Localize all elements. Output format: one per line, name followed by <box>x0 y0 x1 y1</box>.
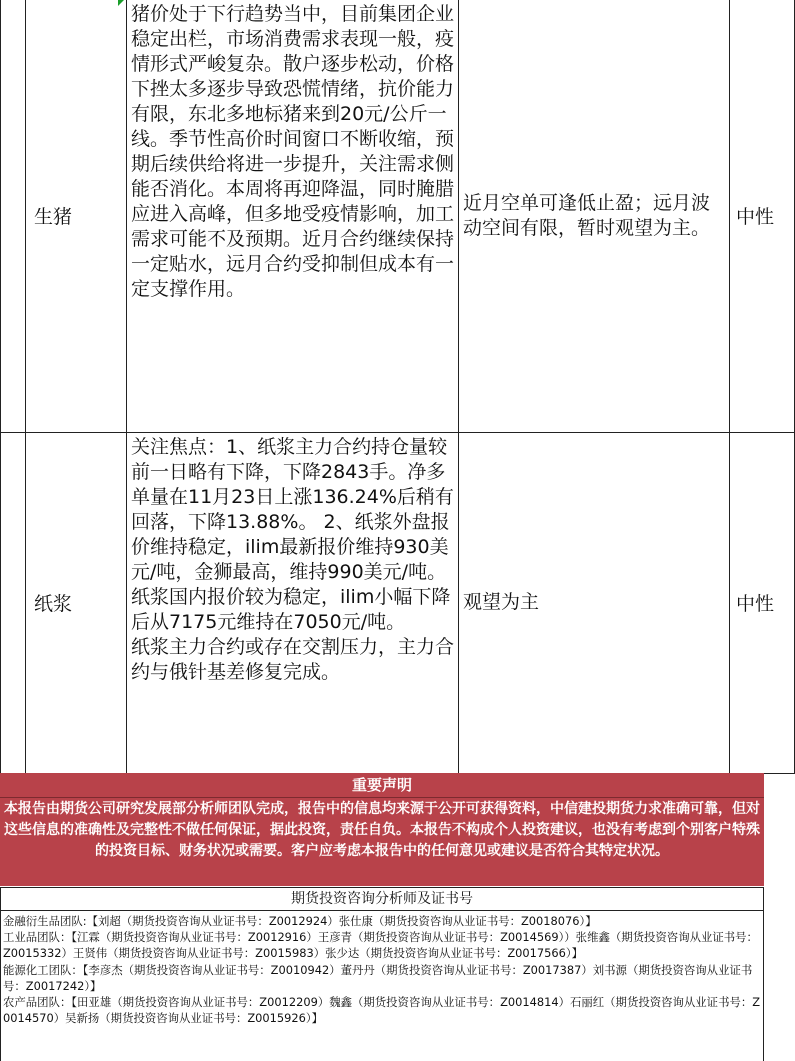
table-row <box>1 0 795 432</box>
analyst-list <box>0 911 764 1061</box>
strategy-text: 观望为主 <box>459 432 730 773</box>
table-row <box>1 432 795 773</box>
analysis-extra-text: 纸浆主力合约或存在交割压力，主力合约与俄针基差修复完成。 <box>131 635 455 683</box>
rating-text: 中性 <box>730 0 795 432</box>
rating-text: 中性 <box>730 432 795 773</box>
analysis-text: 猪价处于下行趋势当中，目前集团企业稳定出栏，市场消费需求表现一般，疫情形式严峻复杂。散户逐步松动，价格下挫太多逐步导致恐慌情绪，抗价能力有限，东北多地标猪来到20元/公斤一线。季节性高价时间窗口不断收缩，预期后续供给将进一步提升，关注需求侧能否消化。本周将再迎降温，同时腌腊应进入高峰，但多地受疫情影响，加工需求可能不及预期。近月合约继续保持一定贴水，远月合约受抑制但成本有一定支撑作用。 <box>127 0 459 432</box>
commodity-name: 纸浆 <box>26 432 127 773</box>
analyst-team-industrial: 工业品团队：【江霖（期货投资咨询从业证书号：Z0012916）王彦青（期货投资咨询从业证书号：Z0014569））张维鑫（期货投资咨询从业证书号：Z0015332）王贤伟（期货投资咨询从业证书号：Z0015983）张少达（期货投资咨询从业证书号：Z0017566）】 <box>3 930 758 961</box>
declaration-title: 重要声明 <box>0 773 764 798</box>
analysis-cell <box>127 432 459 773</box>
row-lead-cell <box>1 432 26 773</box>
analyst-team-energy: 能源化工团队：【李彦杰（期货投资咨询从业证书号：Z0010942）董丹丹（期货投资咨询从业证书号：Z0017387）刘书源（期货投资咨询从业证书号：Z0017242）】 <box>3 962 753 993</box>
declaration-body: 本报告由期货公司研究发展部分析师团队完成，报告中的信息均来源于公开可获得资料，中信建投期货力求准确可靠，但对这些信息的准确性及完整性不做任何保证，据此投资，责任自负。本报告不构成个人投资建议，也没有考虑到个别客户特殊的投资目标、财务状况或需要。客户应考虑本报告中的任何意见或建议是否符合其特定状况。 <box>0 798 764 886</box>
analyst-team-financial: 金融衍生品团队:【刘超（期货投资咨询从业证书号：Z0012924）张仕康（期货投资咨询从业证书号：Z0018076）】 <box>3 914 597 928</box>
row-lead-cell <box>1 0 26 432</box>
analysis-text: 关注焦点：1、纸浆主力合约持仓量较前一日略有下降，下降2843手。净多单量在11月23日上涨136.24%后稍有回落，下降13.88%。 2、纸浆外盘报价维持稳定，ilim最新报价维持930美元/吨，金狮最高，维持990美元/吨。 纸浆国内报价较为稳定，ilim小幅下降后从7175元维持在7050元/吨。 <box>131 435 454 633</box>
analyst-section-title: 期货投资咨询分析师及证书号 <box>0 887 764 911</box>
strategy-text: 近月空单可逢低止盈；远月波动空间有限，暂时观望为主。 <box>459 0 730 432</box>
cell-comment-marker <box>118 0 124 6</box>
analyst-team-agri: 农产品团队：【田亚雄（期货投资咨询从业证书号：Z0012209）魏鑫（期货投资咨询从业证书号：Z0014814）石丽红（期货投资咨询从业证书号：Z0014570）吴新扬（期货投资咨询从业证书号：Z0015926）】 <box>3 995 761 1026</box>
commodity-name: 生猪 <box>26 0 127 432</box>
